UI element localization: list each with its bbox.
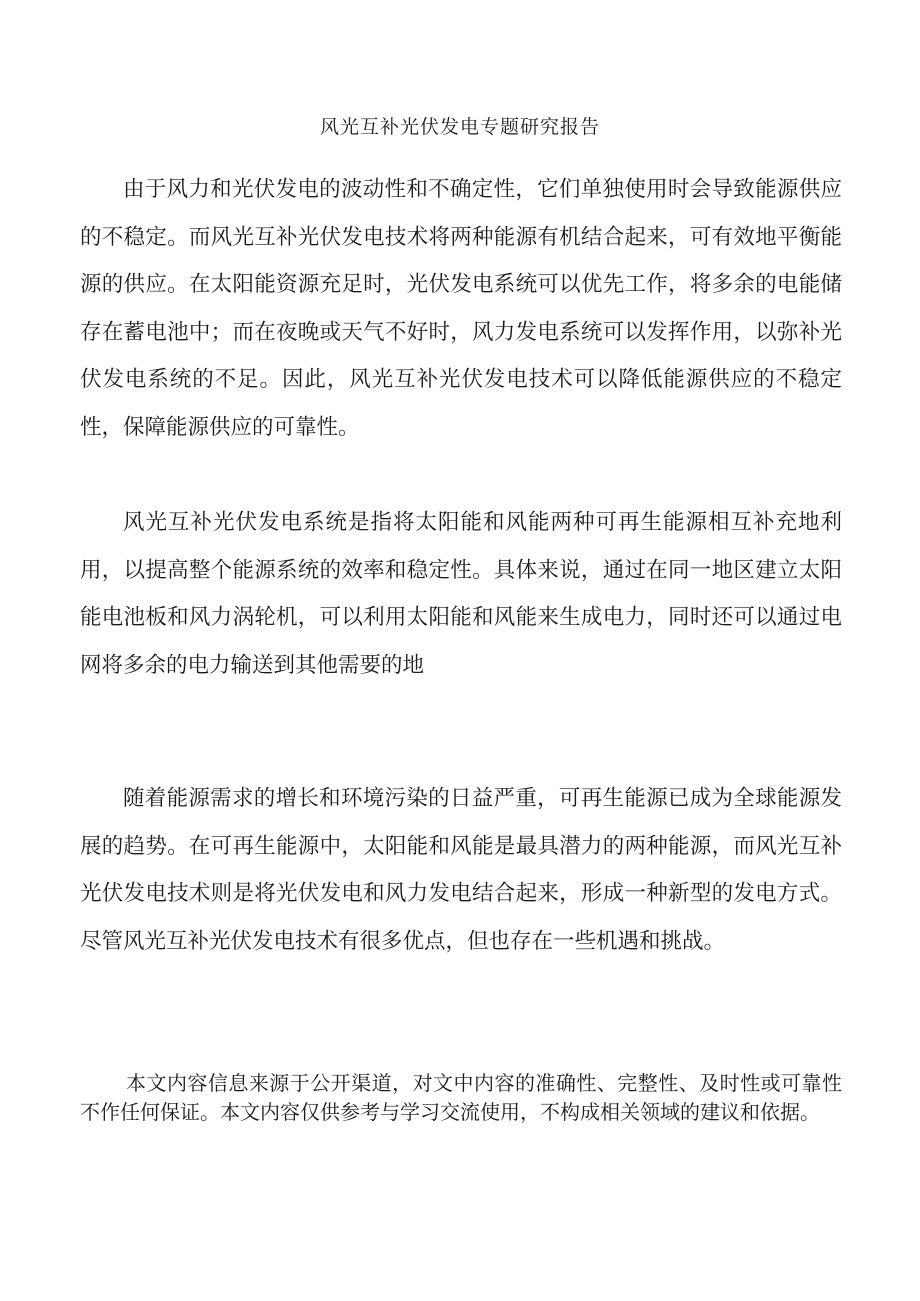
body-paragraph-2: 风光互补光伏发电系统是指将太阳能和风能两种可再生能源相互补充地利用，以提高整个能源系统的效率和稳定性。具体来说，通过在同一地区建立太阳能电池板和风力涡轮机，可以利用太阳能和风能来生成电力，同时还可以通过电网将多余的电力输送到其他需要的地	[80, 510, 842, 678]
body-paragraph-3: 随着能源需求的增长和环境污染的日益严重，可再生能源已成为全球能源发展的趋势。在可再生能源中，太阳能和风能是最具潜力的两种能源，而风光互补光伏发电技术则是将光伏发电和风力发电结合起来，形成一种新型的发电方式。尽管风光互补光伏发电技术有很多优点，但也存在一些机遇和挑战。	[80, 786, 842, 954]
disclaimer-paragraph: 本文内容信息来源于公开渠道，对文中内容的准确性、完整性、及时性或可靠性不作任何保证。本文内容仅供参考与学习交流使用，不构成相关领域的建议和依据。	[80, 1071, 842, 1124]
body-paragraph-1: 由于风力和光伏发电的波动性和不确定性，它们单独使用时会导致能源供应的不稳定。而风光互补光伏发电技术将两种能源有机结合起来，可有效地平衡能源的供应。在太阳能资源充足时，光伏发电系统可以优先工作，将多余的电能储存在蓄电池中；而在夜晚或天气不好时，风力发电系统可以发挥作用，以弥补光伏发电系统的不足。因此，风光互补光伏发电技术可以降低能源供应的不稳定性，保障能源供应的可靠性。	[80, 177, 842, 440]
document-title: 风光互补光伏发电专题研究报告	[319, 116, 600, 138]
